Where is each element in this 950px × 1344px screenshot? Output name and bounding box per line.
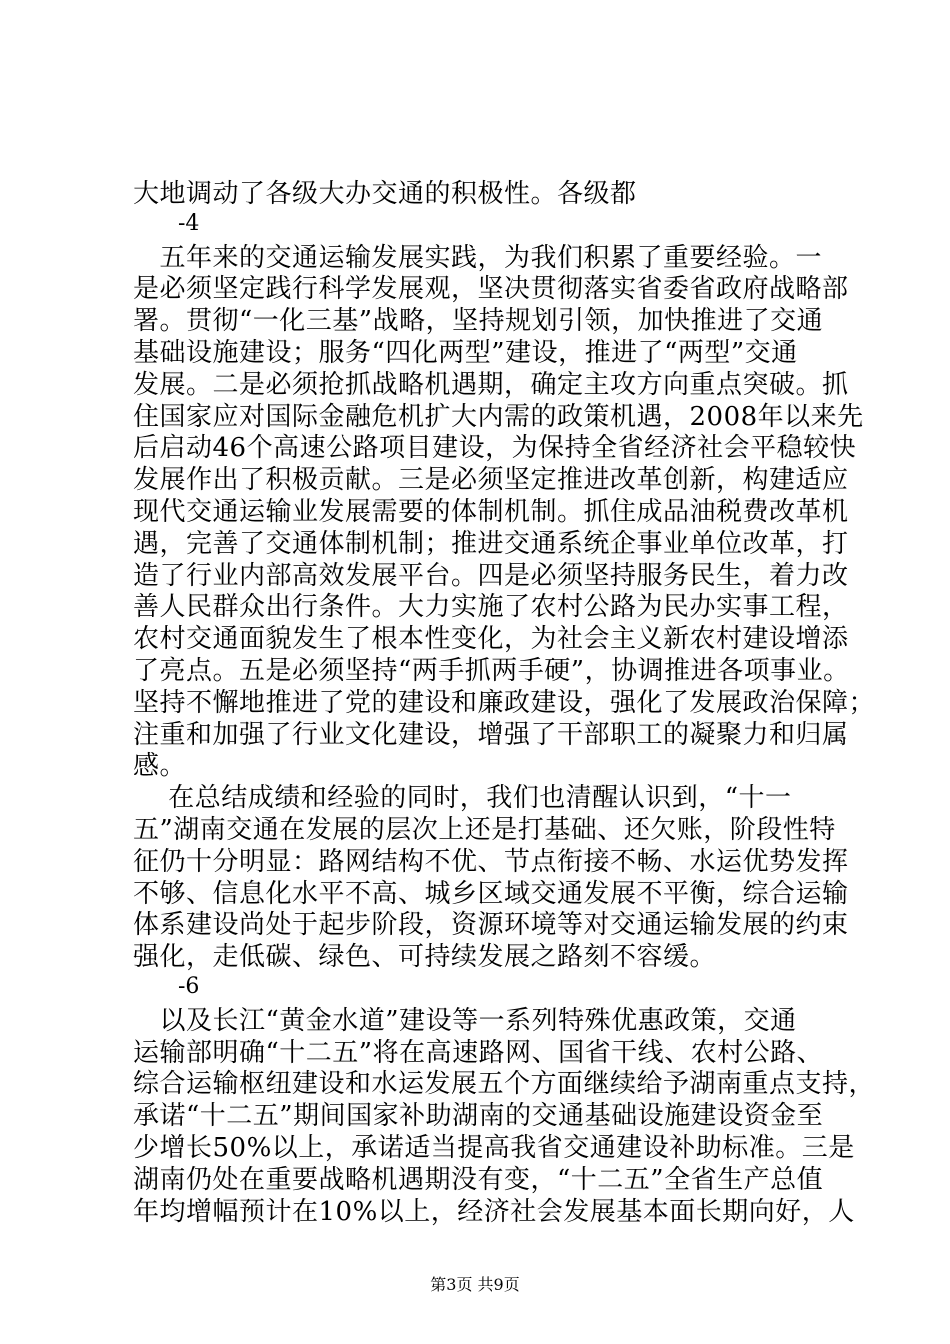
text-line: 运输部明确“十二五”将在高速路网、国省干线、农村公路、 — [133, 1038, 824, 1068]
text-line: 年均增幅预计在10%以上，经济社会发展基本面长期向好，人 — [133, 1197, 855, 1227]
text-line: 大地调动了各级大办交通的积极性。各级都 — [133, 179, 637, 209]
text-line: 后启动46个高速公路项目建设，为保持全省经济社会平稳较快 — [133, 433, 857, 463]
text-line: 住国家应对国际金融危机扩大内需的政策机遇，2008年以来先 — [133, 402, 864, 432]
page-number-footer: 第3页 共9页 — [430, 1275, 520, 1294]
text-line: 发展。二是必须抢抓战略机遇期，确定主攻方向重点突破。抓 — [133, 370, 849, 400]
text-line: 是必须坚定践行科学发展观，坚决贯彻落实省委省政府战略部 — [133, 274, 849, 304]
text-line: 遇，完善了交通体制机制；推进交通系统企事业单位改革，打 — [133, 529, 849, 559]
text-line: 注重和加强了行业文化建设，增强了干部职工的凝聚力和归属 — [133, 720, 849, 750]
text-line: 承诺“十二五”期间国家补助湖南的交通基础设施建设资金至 — [133, 1101, 824, 1131]
text-line: 署。贯彻“一化三基”战略，坚持规划引领，加快推进了交通 — [133, 306, 824, 336]
text-line: 少增长50%以上，承诺适当提高我省交通建设补助标准。三是 — [133, 1133, 855, 1163]
text-line: 基础设施建设；服务“四化两型”建设，推进了“两型”交通 — [133, 338, 798, 368]
text-line: 五”湖南交通在发展的层次上还是打基础、还欠账，阶段性特 — [133, 815, 836, 845]
text-line: 五年来的交通运输发展实践，为我们积累了重要经验。一 — [133, 243, 823, 273]
text-line: 造了行业内部高效发展平台。四是必须坚持服务民生，着力改 — [133, 561, 849, 591]
text-line: 湖南仍处在重要战略机遇期没有变，“十二五”全省生产总值 — [133, 1165, 824, 1195]
text-line: 感。 — [133, 751, 187, 781]
text-line: 综合运输枢纽建设和水运发展五个方面继续给予湖南重点支持， — [133, 1069, 876, 1099]
text-line: 在总结成绩和经验的同时，我们也清醒认识到，“十一 — [133, 783, 792, 813]
text-line: 强化，走低碳、绿色、可持续发展之路刻不容缓。 — [133, 942, 717, 972]
text-line: 了亮点。五是必须坚持“两手抓两手硬”，协调推进各项事业。 — [133, 656, 850, 686]
text-line: 善人民群众出行条件。大力实施了农村公路为民办实事工程， — [133, 592, 849, 622]
text-line: 以及长江“黄金水道”建设等一系列特殊优惠政策，交通 — [133, 1006, 797, 1036]
text-line: 坚持不懈地推进了党的建设和廉政建设，强化了发展政治保障； — [133, 688, 876, 718]
text-line: 现代交通运输业发展需要的体制机制。抓住成品油税费改革机 — [133, 497, 849, 527]
text-line: 体系建设尚处于起步阶段，资源环境等对交通运输发展的约束 — [133, 910, 849, 940]
page-marker: -6 — [178, 974, 200, 999]
text-line: 不够、信息化水平不高、城乡区域交通发展不平衡，综合运输 — [133, 879, 849, 909]
text-line: 征仍十分明显：路网结构不优、节点衔接不畅、水运优势发挥 — [133, 847, 849, 877]
page-marker: -4 — [178, 211, 200, 236]
text-line: 农村交通面貌发生了根本性变化，为社会主义新农村建设增添 — [133, 624, 849, 654]
text-line: 发展作出了积极贡献。三是必须坚定推进改革创新，构建适应 — [133, 465, 849, 495]
